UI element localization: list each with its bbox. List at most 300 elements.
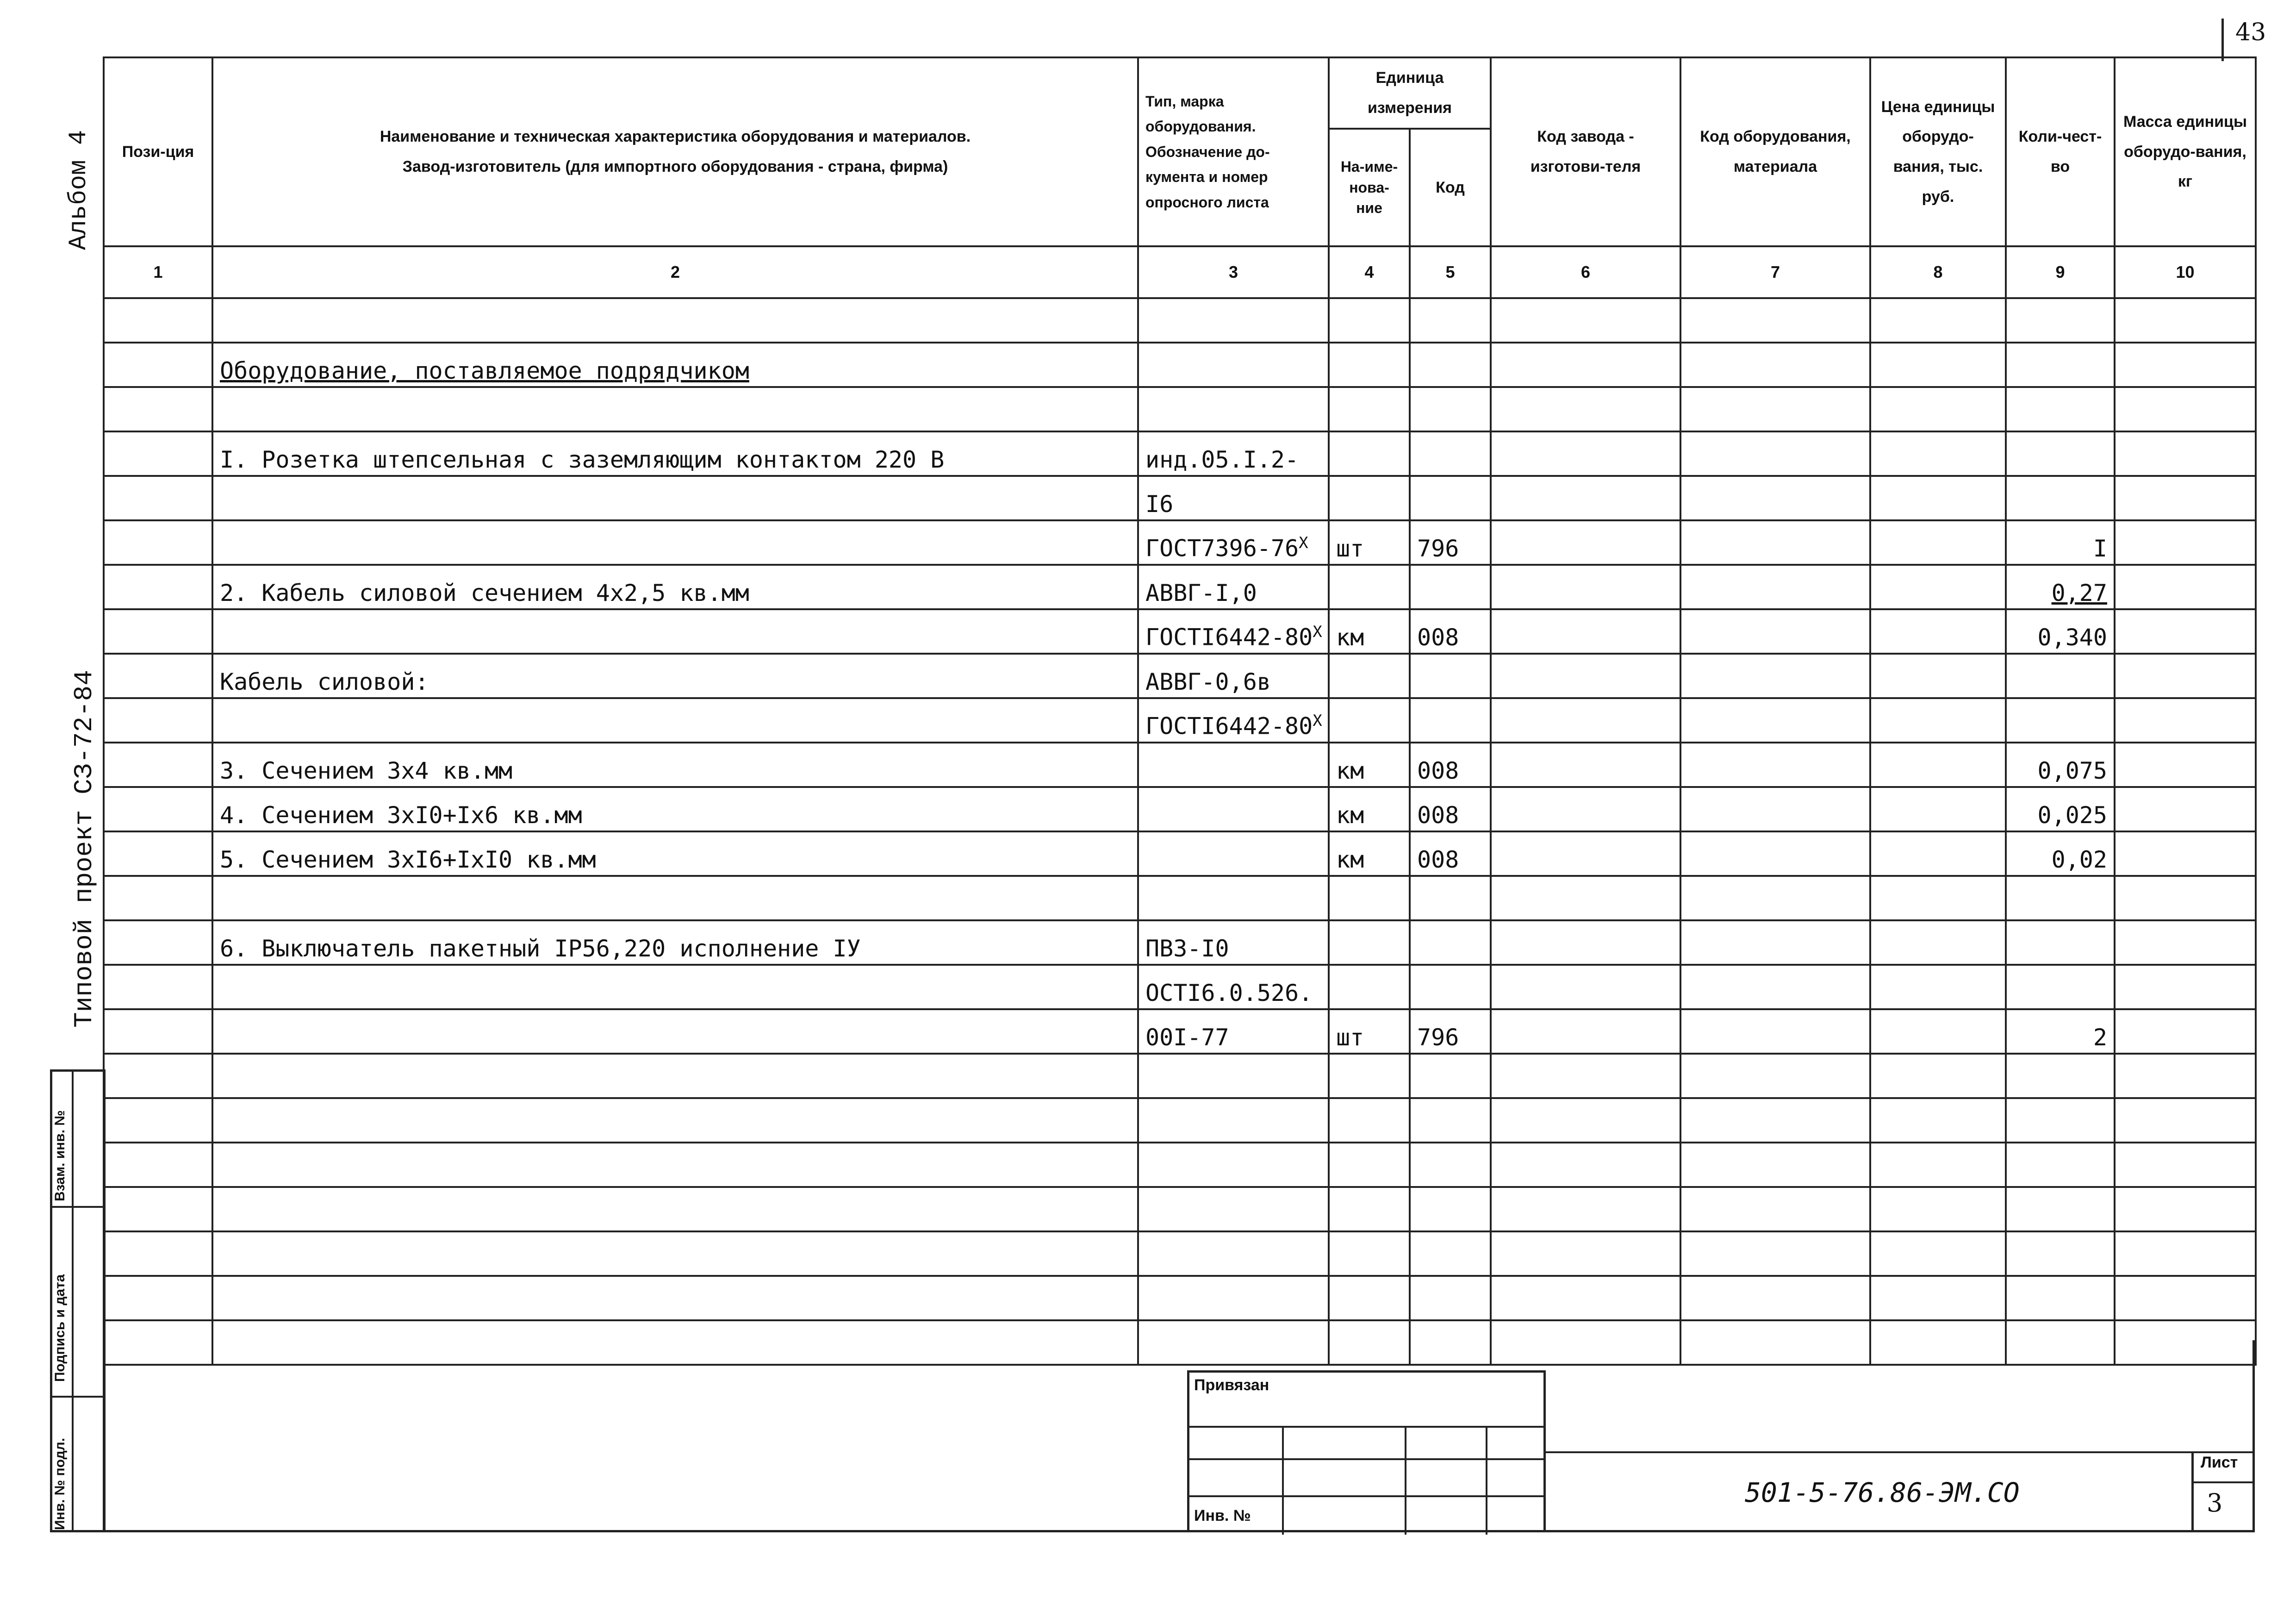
cell-c1 — [104, 476, 212, 520]
document-code: 501-5-76.86-ЭМ.СО — [1745, 1477, 2020, 1508]
cell-c5 — [1410, 743, 1491, 787]
cell-text: 00I-77 — [1145, 1024, 1229, 1051]
cell-text: 6. Выключатель пакетный IP56,220 исполнение IУ — [220, 935, 861, 962]
table-row — [104, 343, 2256, 387]
cell-c3 — [1138, 343, 1329, 387]
cell-text: км — [1336, 846, 1364, 873]
cell-c9 — [2006, 520, 2115, 565]
cell-c3 — [1138, 743, 1329, 787]
cell-c5 — [1410, 920, 1491, 965]
cell-c7 — [1680, 1231, 1870, 1276]
cell-c4 — [1329, 520, 1410, 565]
cell-c9 — [2006, 743, 2115, 787]
cell-c8 — [1870, 654, 2006, 698]
cell-c3 — [1138, 431, 1329, 476]
cell-text: ГОСТ7396-76 — [1145, 535, 1299, 562]
column-number: 2 — [212, 246, 1138, 298]
cell-c7 — [1680, 387, 1870, 431]
cell-c8 — [1870, 1187, 2006, 1231]
cell-c2 — [212, 1009, 1138, 1054]
cell-c4 — [1329, 1098, 1410, 1143]
cell-c8 — [1870, 343, 2006, 387]
cell-c5 — [1410, 1143, 1491, 1187]
cell-c3 — [1138, 298, 1329, 343]
cell-c9 — [2006, 565, 2115, 609]
cell-text: 008 — [1417, 757, 1459, 784]
stamp-inv-label: Инв. № подл. — [52, 1437, 68, 1530]
table-row — [104, 476, 2256, 520]
cell-c9 — [2006, 476, 2115, 520]
header-position: Пози-ция — [104, 57, 212, 246]
cell-c8 — [1870, 698, 2006, 743]
cell-c7 — [1680, 920, 1870, 965]
cell-c5 — [1410, 876, 1491, 920]
cell-c4 — [1329, 1231, 1410, 1276]
cell-c2 — [212, 431, 1138, 476]
cell-c7 — [1680, 431, 1870, 476]
cell-c7 — [1680, 1098, 1870, 1143]
cell-c1 — [104, 1009, 212, 1054]
cell-c10 — [2115, 876, 2256, 920]
cell-c9 — [2006, 431, 2115, 476]
cell-c2 — [212, 520, 1138, 565]
cell-c7 — [1680, 1009, 1870, 1054]
cell-c1 — [104, 343, 212, 387]
header-quantity: Коли-чест-во — [2006, 57, 2115, 246]
cell-c4 — [1329, 431, 1410, 476]
cell-c8 — [1870, 565, 2006, 609]
table-row — [104, 609, 2256, 654]
cell-c6 — [1491, 743, 1680, 787]
cell-c10 — [2115, 343, 2256, 387]
cell-c1 — [104, 1276, 212, 1320]
table-row — [104, 1009, 2256, 1054]
cell-c6 — [1491, 831, 1680, 876]
cell-c6 — [1491, 654, 1680, 698]
cell-c2 — [212, 343, 1138, 387]
cell-c1 — [104, 1231, 212, 1276]
cell-c5 — [1410, 1276, 1491, 1320]
page-number: 43 — [2235, 19, 2266, 46]
cell-c3 — [1138, 1143, 1329, 1187]
cell-c10 — [2115, 520, 2256, 565]
header-unit-code: Код — [1410, 129, 1491, 246]
cell-c3 — [1138, 1231, 1329, 1276]
cell-text: инд.05.I.2- — [1145, 446, 1299, 473]
superscript: X — [1313, 623, 1322, 642]
cell-c6 — [1491, 431, 1680, 476]
cell-c8 — [1870, 876, 2006, 920]
cell-c10 — [2115, 476, 2256, 520]
cell-c4 — [1329, 476, 1410, 520]
cell-c5 — [1410, 476, 1491, 520]
cell-text: ОСТI6.0.526. — [1145, 980, 1313, 1006]
column-number: 4 — [1329, 246, 1410, 298]
cell-c10 — [2115, 965, 2256, 1009]
bound-label: Привязан — [1194, 1376, 1269, 1394]
sheet-label: Лист — [2201, 1454, 2238, 1471]
cell-c3 — [1138, 1054, 1329, 1098]
cell-c7 — [1680, 1143, 1870, 1187]
cell-c6 — [1491, 1231, 1680, 1276]
column-numbers-row — [104, 246, 2256, 298]
cell-c2 — [212, 298, 1138, 343]
cell-text: АВВГ-0,6в — [1145, 668, 1271, 695]
cell-text: Кабель силовой: — [220, 668, 429, 695]
cell-c1 — [104, 920, 212, 965]
cell-c5 — [1410, 831, 1491, 876]
cell-c5 — [1410, 609, 1491, 654]
cell-c4 — [1329, 831, 1410, 876]
cell-c3 — [1138, 787, 1329, 831]
cell-c7 — [1680, 565, 1870, 609]
cell-c7 — [1680, 787, 1870, 831]
cell-c1 — [104, 298, 212, 343]
cell-text: 0,27 — [2051, 580, 2107, 606]
cell-c2 — [212, 1054, 1138, 1098]
cell-c6 — [1491, 920, 1680, 965]
cell-c9 — [2006, 609, 2115, 654]
table-row — [104, 698, 2256, 743]
cell-text: I. Розетка штепсельная с заземляющим контактом 220 В — [220, 446, 945, 473]
inv-no-label: Инв. № — [1194, 1507, 1251, 1524]
table-row — [104, 520, 2256, 565]
cell-c8 — [1870, 1098, 2006, 1143]
cell-c8 — [1870, 298, 2006, 343]
cell-c2 — [212, 1231, 1138, 1276]
cell-c9 — [2006, 1009, 2115, 1054]
cell-c6 — [1491, 698, 1680, 743]
spec-rows — [104, 298, 2256, 1365]
cell-c1 — [104, 387, 212, 431]
table-row — [104, 1098, 2256, 1143]
cell-c7 — [1680, 609, 1870, 654]
cell-c7 — [1680, 298, 1870, 343]
cell-c7 — [1680, 831, 1870, 876]
cell-c2 — [212, 609, 1138, 654]
cell-c10 — [2115, 698, 2256, 743]
cell-text: 2 — [2093, 1024, 2107, 1051]
cell-c8 — [1870, 609, 2006, 654]
cell-text: 4. Сечением 3хI0+Iх6 кв.мм — [220, 802, 582, 829]
cell-c3 — [1138, 965, 1329, 1009]
cell-c10 — [2115, 831, 2256, 876]
cell-c1 — [104, 698, 212, 743]
cell-c6 — [1491, 876, 1680, 920]
cell-c7 — [1680, 1054, 1870, 1098]
header-equipment-code: Код оборудования, материала — [1680, 57, 1870, 246]
project-label: Типовой проект СЗ-72-84 — [69, 670, 99, 1028]
page-number-bar — [2221, 19, 2224, 61]
cell-c1 — [104, 831, 212, 876]
cell-c10 — [2115, 565, 2256, 609]
cell-c7 — [1680, 698, 1870, 743]
cell-c9 — [2006, 1231, 2115, 1276]
cell-c1 — [104, 787, 212, 831]
cell-c4 — [1329, 787, 1410, 831]
header-type: Тип, марка оборудования. Обозначение до-кумента и номер опросного листа — [1138, 57, 1329, 246]
cell-c4 — [1329, 876, 1410, 920]
cell-text: 008 — [1417, 624, 1459, 651]
cell-c2 — [212, 1187, 1138, 1231]
table-row — [104, 876, 2256, 920]
cell-c9 — [2006, 920, 2115, 965]
cell-c1 — [104, 1054, 212, 1098]
header-name-line1: Наименование и техническая характеристика оборудования и материалов. — [380, 128, 971, 146]
cell-c10 — [2115, 387, 2256, 431]
cell-c4 — [1329, 920, 1410, 965]
cell-c10 — [2115, 1098, 2256, 1143]
cell-c7 — [1680, 1276, 1870, 1320]
cell-c6 — [1491, 520, 1680, 565]
cell-c3 — [1138, 1098, 1329, 1143]
cell-c2 — [212, 476, 1138, 520]
cell-c9 — [2006, 698, 2115, 743]
cell-c5 — [1410, 520, 1491, 565]
cell-text: 0,02 — [2051, 846, 2107, 873]
cell-c9 — [2006, 831, 2115, 876]
cell-c8 — [1870, 387, 2006, 431]
cell-c7 — [1680, 743, 1870, 787]
cell-c8 — [1870, 743, 2006, 787]
table-row — [104, 1231, 2256, 1276]
cell-c10 — [2115, 920, 2256, 965]
header-factory-code: Код завода - изготови-теля — [1491, 57, 1680, 246]
table-row — [104, 565, 2256, 609]
cell-c3 — [1138, 831, 1329, 876]
cell-c10 — [2115, 1143, 2256, 1187]
header-price: Цена единицы оборудо-вания, тыс. руб. — [1870, 57, 2006, 246]
cell-text: I6 — [1145, 491, 1174, 518]
cell-c6 — [1491, 343, 1680, 387]
cell-text: км — [1336, 757, 1364, 784]
cell-c1 — [104, 609, 212, 654]
cell-c2 — [212, 654, 1138, 698]
table-row — [104, 654, 2256, 698]
cell-c2 — [212, 965, 1138, 1009]
table-row — [104, 743, 2256, 787]
header-name-line2: Завод-изготовитель (для импортного оборудования - страна, фирма) — [402, 158, 948, 175]
column-number: 10 — [2115, 246, 2256, 298]
column-number: 9 — [2006, 246, 2115, 298]
cell-c5 — [1410, 654, 1491, 698]
cell-c3 — [1138, 876, 1329, 920]
cell-c8 — [1870, 920, 2006, 965]
cell-text: 2. Кабель силовой сечением 4х2,5 кв.мм — [220, 580, 749, 606]
cell-c6 — [1491, 1009, 1680, 1054]
cell-c2 — [212, 1143, 1138, 1187]
cell-c7 — [1680, 654, 1870, 698]
cell-text: 0,340 — [2037, 624, 2107, 651]
cell-c2 — [212, 743, 1138, 787]
binding-stamp — [1187, 1370, 1546, 1532]
cell-c10 — [2115, 1276, 2256, 1320]
cell-c4 — [1329, 1187, 1410, 1231]
table-row — [104, 1143, 2256, 1187]
cell-c1 — [104, 876, 212, 920]
cell-c10 — [2115, 1187, 2256, 1231]
cell-c4 — [1329, 1009, 1410, 1054]
cell-c7 — [1680, 520, 1870, 565]
cell-text: км — [1336, 802, 1364, 829]
header-unit-name: На-име-нова-ние — [1329, 129, 1410, 246]
cell-c3 — [1138, 609, 1329, 654]
cell-c9 — [2006, 343, 2115, 387]
cell-c8 — [1870, 520, 2006, 565]
cell-c5 — [1410, 1098, 1491, 1143]
cell-c4 — [1329, 698, 1410, 743]
spec-table — [103, 56, 2257, 1366]
cell-text: ГОСТI6442-80 — [1145, 624, 1313, 651]
cell-c6 — [1491, 1187, 1680, 1231]
cell-c4 — [1329, 654, 1410, 698]
cell-c2 — [212, 698, 1138, 743]
cell-c1 — [104, 965, 212, 1009]
cell-c2 — [212, 1098, 1138, 1143]
cell-c7 — [1680, 476, 1870, 520]
cell-c9 — [2006, 1276, 2115, 1320]
cell-c4 — [1329, 1054, 1410, 1098]
cell-c5 — [1410, 298, 1491, 343]
cell-text: 0,025 — [2037, 802, 2107, 829]
cell-c5 — [1410, 698, 1491, 743]
cell-c8 — [1870, 476, 2006, 520]
cell-text: шт — [1336, 535, 1364, 562]
cell-c1 — [104, 1098, 212, 1143]
column-number: 7 — [1680, 246, 1870, 298]
cell-c7 — [1680, 1187, 1870, 1231]
cell-c3 — [1138, 476, 1329, 520]
cell-text: I — [2093, 535, 2107, 562]
cell-c10 — [2115, 298, 2256, 343]
table-row — [104, 298, 2256, 343]
cell-c8 — [1870, 1054, 2006, 1098]
cell-c5 — [1410, 431, 1491, 476]
table-row — [104, 920, 2256, 965]
column-number: 6 — [1491, 246, 1680, 298]
cell-c7 — [1680, 876, 1870, 920]
cell-c10 — [2115, 1009, 2256, 1054]
cell-c6 — [1491, 1143, 1680, 1187]
cell-text: 3. Сечением 3х4 кв.мм — [220, 757, 513, 784]
cell-text: 796 — [1417, 1024, 1459, 1051]
album-label: Альбом 4 — [65, 130, 93, 250]
table-row — [104, 831, 2256, 876]
table-row — [104, 1187, 2256, 1231]
cell-c3 — [1138, 520, 1329, 565]
cell-c8 — [1870, 431, 2006, 476]
cell-c2 — [212, 876, 1138, 920]
cell-c10 — [2115, 743, 2256, 787]
margin-stamp — [50, 1069, 106, 1532]
cell-c9 — [2006, 876, 2115, 920]
cell-c7 — [1680, 343, 1870, 387]
cell-c6 — [1491, 1054, 1680, 1098]
cell-c8 — [1870, 1231, 2006, 1276]
cell-c3 — [1138, 1009, 1329, 1054]
table-row — [104, 787, 2256, 831]
cell-text: 5. Сечением 3хI6+IхI0 кв.мм — [220, 846, 596, 873]
cell-c2 — [212, 565, 1138, 609]
cell-c2 — [212, 387, 1138, 431]
cell-c3 — [1138, 1187, 1329, 1231]
cell-c1 — [104, 743, 212, 787]
cell-text: ПВЗ-I0 — [1145, 935, 1229, 962]
cell-c4 — [1329, 387, 1410, 431]
cell-c8 — [1870, 1276, 2006, 1320]
cell-c9 — [2006, 1143, 2115, 1187]
cell-c8 — [1870, 1009, 2006, 1054]
table-row — [104, 1276, 2256, 1320]
cell-c1 — [104, 565, 212, 609]
cell-c1 — [104, 1143, 212, 1187]
cell-c9 — [2006, 298, 2115, 343]
header-name — [212, 57, 1138, 246]
cell-c3 — [1138, 920, 1329, 965]
sheet-number: 3 — [2207, 1488, 2223, 1518]
cell-c4 — [1329, 298, 1410, 343]
cell-text: 796 — [1417, 535, 1459, 562]
cell-c9 — [2006, 1054, 2115, 1098]
cell-c10 — [2115, 787, 2256, 831]
cell-c3 — [1138, 387, 1329, 431]
cell-c6 — [1491, 298, 1680, 343]
cell-c6 — [1491, 609, 1680, 654]
column-number: 5 — [1410, 246, 1491, 298]
superscript: X — [1299, 534, 1308, 553]
cell-c10 — [2115, 609, 2256, 654]
cell-text: км — [1336, 624, 1364, 651]
cell-c9 — [2006, 1187, 2115, 1231]
cell-c1 — [104, 520, 212, 565]
cell-c9 — [2006, 387, 2115, 431]
cell-c10 — [2115, 1231, 2256, 1276]
cell-c4 — [1329, 1143, 1410, 1187]
cell-text: шт — [1336, 1024, 1364, 1051]
cell-c1 — [104, 431, 212, 476]
cell-c9 — [2006, 1098, 2115, 1143]
stamp-sign-label: Подпись и дата — [52, 1274, 68, 1382]
header-mass: Масса единицы оборудо-вания, кг — [2115, 57, 2256, 246]
cell-c6 — [1491, 476, 1680, 520]
cell-c9 — [2006, 965, 2115, 1009]
cell-c5 — [1410, 965, 1491, 1009]
cell-c9 — [2006, 787, 2115, 831]
cell-c4 — [1329, 343, 1410, 387]
cell-text: ГОСТI6442-80 — [1145, 713, 1313, 740]
cell-c10 — [2115, 1054, 2256, 1098]
cell-c4 — [1329, 743, 1410, 787]
cell-text: АВВГ-I,0 — [1145, 580, 1257, 606]
cell-c6 — [1491, 565, 1680, 609]
cell-c6 — [1491, 787, 1680, 831]
column-number: 3 — [1138, 246, 1329, 298]
cell-c6 — [1491, 387, 1680, 431]
cell-c9 — [2006, 654, 2115, 698]
superscript: X — [1313, 712, 1322, 731]
cell-c5 — [1410, 787, 1491, 831]
stamp-replace-label: Взам. инв. № — [52, 1110, 68, 1201]
column-number: 8 — [1870, 246, 2006, 298]
cell-c5 — [1410, 343, 1491, 387]
cell-c10 — [2115, 654, 2256, 698]
cell-c5 — [1410, 1231, 1491, 1276]
cell-c1 — [104, 1187, 212, 1231]
cell-c4 — [1329, 1276, 1410, 1320]
cell-c5 — [1410, 1187, 1491, 1231]
cell-c2 — [212, 787, 1138, 831]
cell-c4 — [1329, 609, 1410, 654]
